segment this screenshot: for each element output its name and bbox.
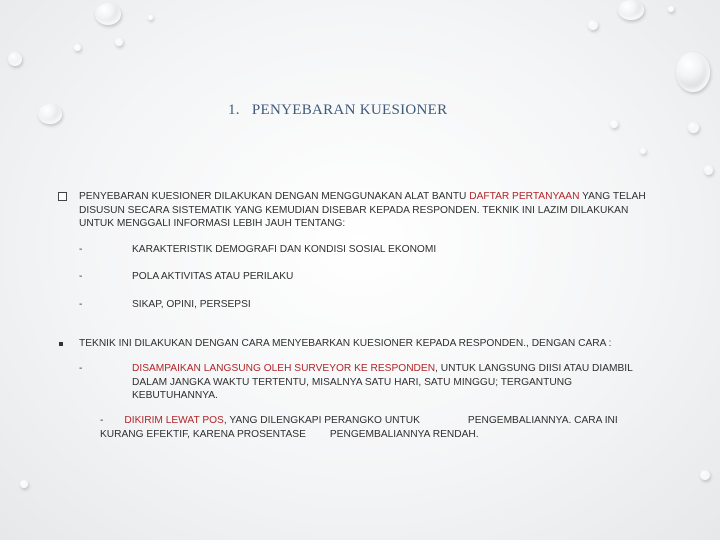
dash-marker: -	[79, 298, 83, 310]
item2-text-c: PENGEMBALIANNYA RENDAH.	[329, 428, 479, 440]
list-item	[79, 362, 658, 403]
title-number: 1.	[228, 102, 240, 118]
water-droplet	[8, 52, 22, 66]
dash-marker: -	[79, 363, 83, 375]
item2-text-b: PENGEMBALIANNYA. CARA INI KURANG EFEKTIF, KARENA PROSENTASE	[100, 414, 618, 440]
list-item-text: KARAKTERISTIK DEMOGRAFI DAN KONDISI SOSIAL EKONOMI	[132, 243, 437, 255]
water-droplet	[688, 122, 699, 133]
list-item-text: SIKAP, OPINI, PERSEPSI	[132, 298, 251, 310]
item2-highlight: DIKIRIM LEWAT POS	[124, 414, 224, 426]
paragraph-1	[58, 190, 658, 231]
list-item	[79, 270, 658, 284]
water-droplet	[610, 120, 618, 128]
para2-text: TEKNIK INI DILAKUKAN DENGAN CARA MENYEBARKAN KUESIONER KEPADA RESPONDEN., DENGAN CARA :	[79, 337, 612, 349]
slide-title	[228, 102, 528, 119]
water-droplet	[704, 165, 713, 175]
item1-highlight: DISAMPAIKAN LANGSUNG OLEH SURVEYOR KE RESPONDEN	[132, 363, 436, 375]
dash-marker: -	[79, 243, 83, 255]
water-droplet	[618, 0, 644, 20]
slide-body	[58, 190, 658, 441]
para1-text-after: YANG TELAH DISUSUN SECARA SISTEMATIK YANG KEMUDIAN DISEBAR KEPADA RESPONDEN. TEKNIK INI LAZIM DILAKUKAN UNTUK MENGGALI INFORMASI LEBIH JAUH TENTANG:	[79, 191, 646, 230]
list-item	[79, 414, 658, 441]
para1-highlight: DAFTAR PERTANYAAN	[469, 191, 580, 202]
dash-marker: -	[100, 414, 104, 426]
item1-text: , UNTUK LANGSUNG DIISI ATAU DIAMBIL DALAM JANGKA WAKTU TERTENTU, MISALNYA SATU HARI, SATU MINGGU; TERGANTUNG KEBUTUHANNYA.	[132, 363, 633, 402]
water-droplet	[74, 44, 81, 51]
square-bullet-icon	[58, 190, 67, 206]
paragraph-2	[58, 337, 658, 351]
water-droplet	[676, 52, 710, 92]
list-item	[79, 243, 658, 257]
water-droplet	[115, 38, 123, 46]
dash-marker: -	[79, 271, 83, 283]
para1-text-before: PENYEBARAN KUESIONER DILAKUKAN DENGAN MENGGUNAKAN ALAT BANTU	[79, 191, 470, 202]
water-droplet	[38, 104, 62, 124]
water-droplet	[20, 480, 28, 488]
title-text: PENYEBARAN KUESIONER	[251, 102, 448, 118]
water-droplet	[95, 3, 121, 25]
list-item-text: POLA AKTIVITAS ATAU PERILAKU	[132, 271, 294, 283]
item2-text-a: , YANG DILENGKAPI PERANGKO UNTUK	[223, 414, 420, 426]
water-droplet	[640, 148, 646, 154]
water-droplet	[588, 20, 598, 30]
water-droplet	[148, 15, 153, 20]
water-droplet	[668, 6, 674, 12]
round-bullet-icon	[58, 337, 63, 351]
water-droplet	[700, 470, 710, 480]
list-item	[79, 298, 658, 312]
